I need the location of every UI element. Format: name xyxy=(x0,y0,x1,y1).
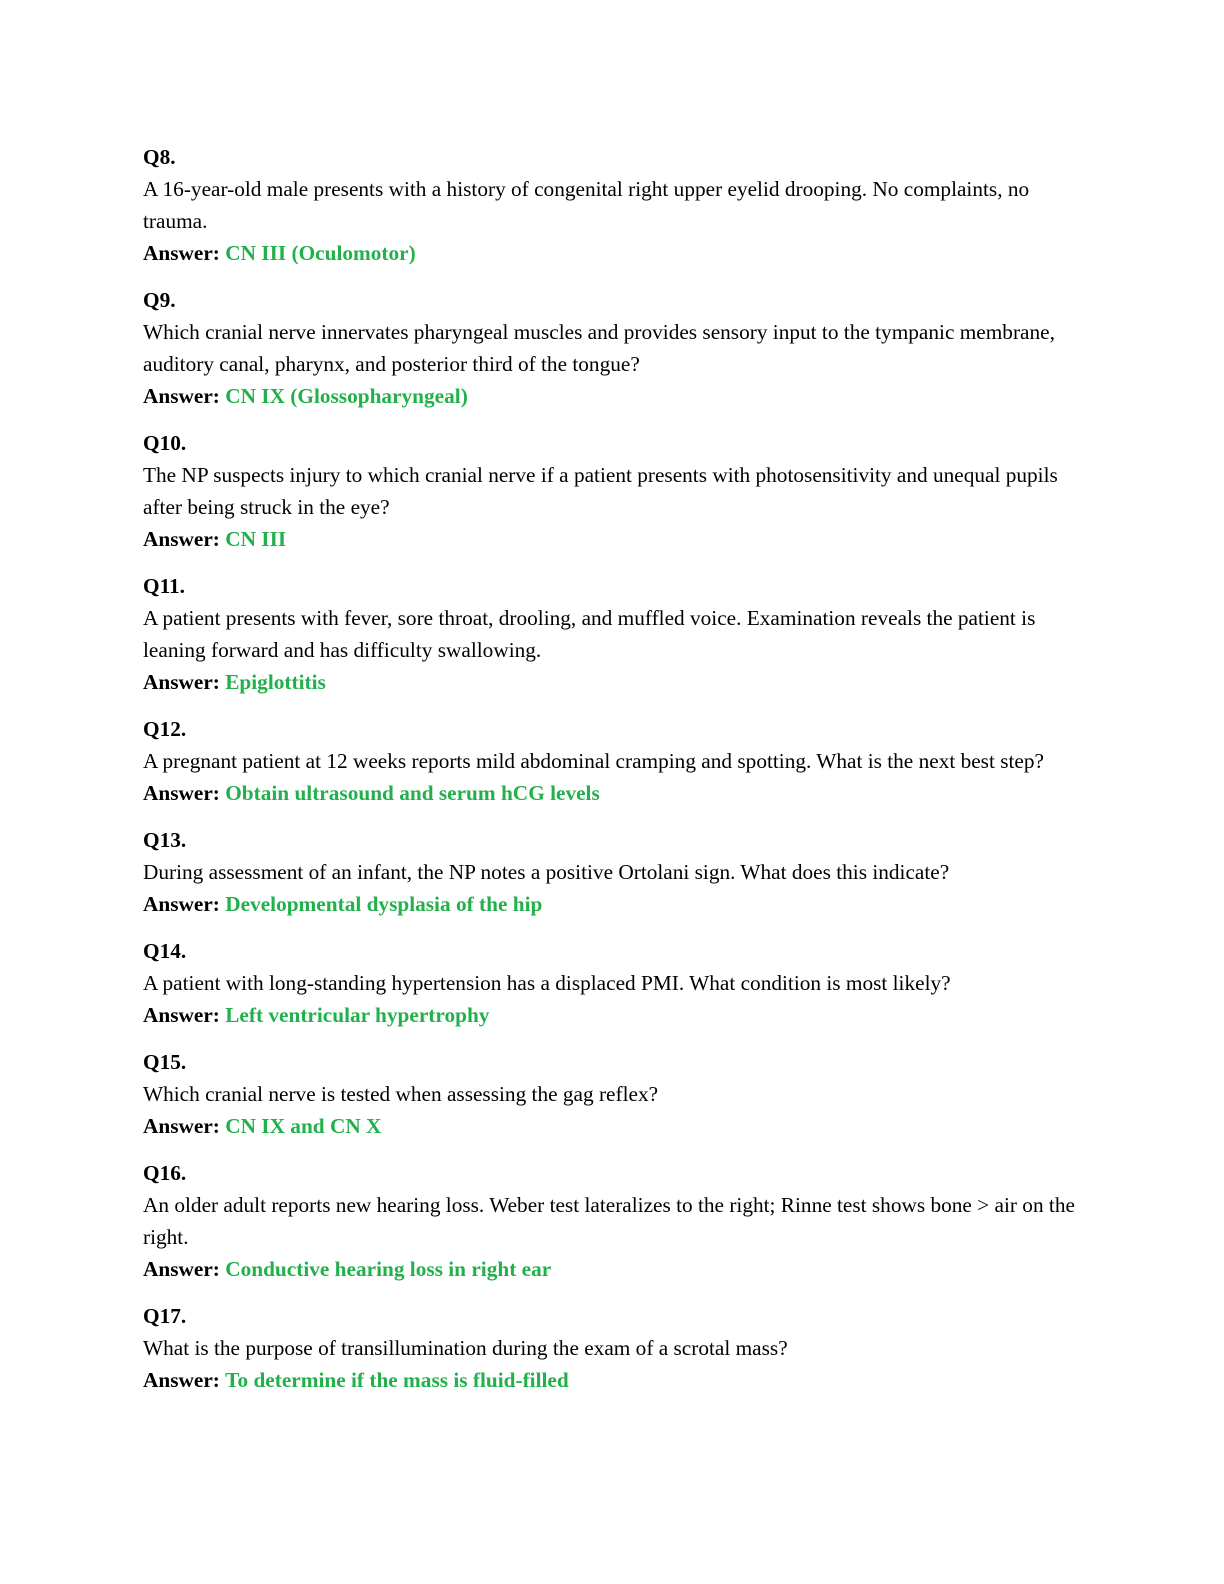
answer-value: CN IX (Glossopharyngeal) xyxy=(225,384,468,408)
question-text: A pregnant patient at 12 weeks reports mild abdominal cramping and spotting. What is the next best step? xyxy=(143,749,1044,773)
question-block-q14 xyxy=(143,935,1083,1031)
question-text: A patient with long-standing hypertension has a displaced PMI. What condition is most likely? xyxy=(143,971,951,995)
question-text: What is the purpose of transillumination during the exam of a scrotal mass? xyxy=(143,1336,788,1360)
answer-label: Answer: xyxy=(143,1003,220,1027)
answer-line xyxy=(143,999,1083,1031)
answer-label: Answer: xyxy=(143,1368,220,1392)
answer-value: Obtain ultrasound and serum hCG levels xyxy=(225,781,600,805)
question-number: Q8. xyxy=(143,145,176,169)
answer-line xyxy=(143,777,1083,809)
question-block-q8 xyxy=(143,141,1083,269)
question-number: Q14. xyxy=(143,939,187,963)
question-number: Q15. xyxy=(143,1050,187,1074)
question-text: The NP suspects injury to which cranial nerve if a patient presents with photosensitivity and unequal pupils after being struck in the eye? xyxy=(143,463,1058,519)
answer-label: Answer: xyxy=(143,781,220,805)
answer-value: Left ventricular hypertrophy xyxy=(225,1003,490,1027)
question-number: Q13. xyxy=(143,828,187,852)
answer-label: Answer: xyxy=(143,670,220,694)
answer-label: Answer: xyxy=(143,1114,220,1138)
answer-value: Conductive hearing loss in right ear xyxy=(225,1257,552,1281)
question-block-q11 xyxy=(143,570,1083,698)
answer-value: CN III (Oculomotor) xyxy=(225,241,416,265)
answer-value: CN IX and CN X xyxy=(225,1114,382,1138)
answer-line xyxy=(143,666,1083,698)
question-number: Q11. xyxy=(143,574,186,598)
answer-line xyxy=(143,1364,1083,1396)
question-text: A patient presents with fever, sore throat, drooling, and muffled voice. Examination reveals the patient is leaning forward and has difficulty swallowing. xyxy=(143,606,1036,662)
question-text: During assessment of an infant, the NP notes a positive Ortolani sign. What does this indicate? xyxy=(143,860,950,884)
question-number: Q17. xyxy=(143,1304,187,1328)
question-block-q13 xyxy=(143,824,1083,920)
question-number: Q10. xyxy=(143,431,187,455)
question-text: Which cranial nerve innervates pharyngeal muscles and provides sensory input to the tympanic membrane, auditory canal, pharynx, and posterior third of the tongue? xyxy=(143,320,1055,376)
answer-line xyxy=(143,888,1083,920)
answer-label: Answer: xyxy=(143,1257,220,1281)
question-number: Q16. xyxy=(143,1161,187,1185)
question-block-q16 xyxy=(143,1157,1083,1285)
question-text: Which cranial nerve is tested when assessing the gag reflex? xyxy=(143,1082,659,1106)
document-page xyxy=(143,141,1083,1411)
answer-value: CN III xyxy=(225,527,287,551)
answer-label: Answer: xyxy=(143,527,220,551)
question-text: An older adult reports new hearing loss. Weber test lateralizes to the right; Rinne test shows bone > air on the right. xyxy=(143,1193,1075,1249)
question-text: A 16-year-old male presents with a history of congenital right upper eyelid drooping. No complaints, no trauma. xyxy=(143,177,1030,233)
answer-label: Answer: xyxy=(143,892,220,916)
question-block-q17 xyxy=(143,1300,1083,1396)
answer-line xyxy=(143,523,1083,555)
question-block-q12 xyxy=(143,713,1083,809)
question-block-q15 xyxy=(143,1046,1083,1142)
answer-label: Answer: xyxy=(143,241,220,265)
answer-line xyxy=(143,1110,1083,1142)
answer-line xyxy=(143,1253,1083,1285)
question-block-q9 xyxy=(143,284,1083,412)
question-number: Q9. xyxy=(143,288,176,312)
answer-label: Answer: xyxy=(143,384,220,408)
answer-value: Developmental dysplasia of the hip xyxy=(225,892,543,916)
question-number: Q12. xyxy=(143,717,187,741)
question-block-q10 xyxy=(143,427,1083,555)
answer-line xyxy=(143,380,1083,412)
answer-value: To determine if the mass is fluid-filled xyxy=(225,1368,569,1392)
answer-line xyxy=(143,237,1083,269)
answer-value: Epiglottitis xyxy=(225,670,326,694)
